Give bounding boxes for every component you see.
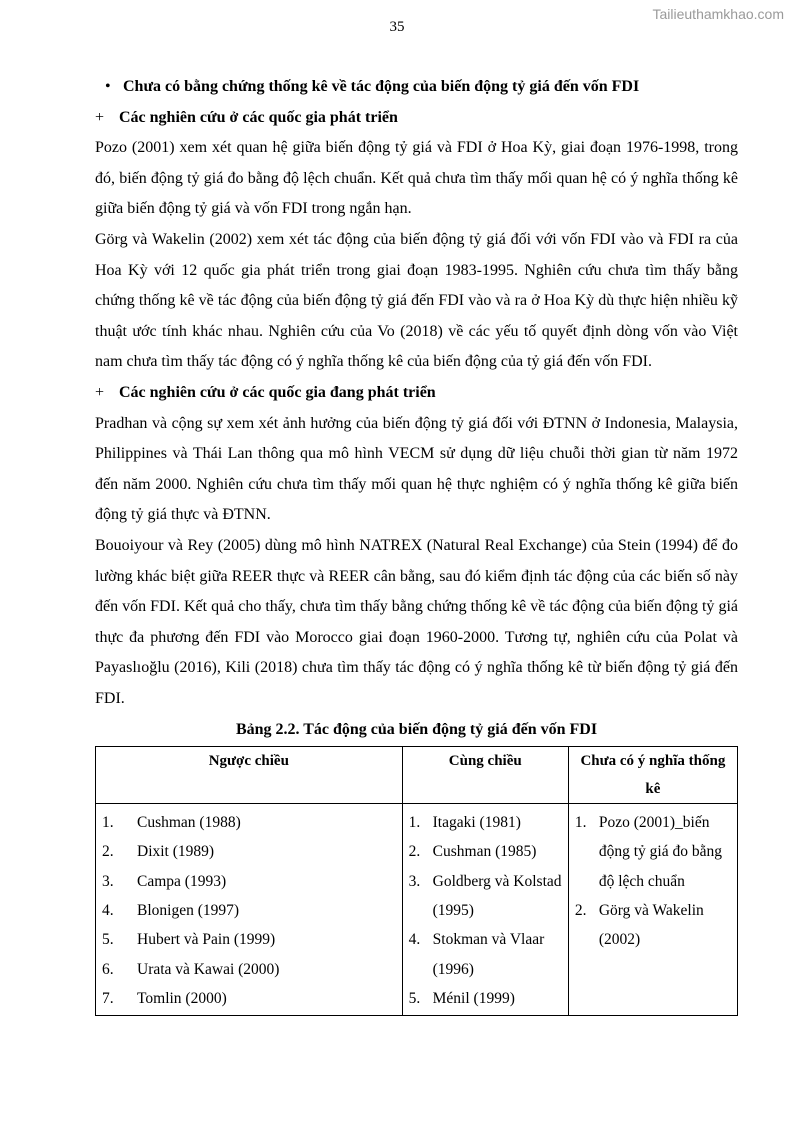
list-item: 5. Hubert và Pain (1999) <box>102 931 276 949</box>
paragraph: Bouoiyour và Rey (2005) dùng mô hình NATREX (Natural Real Exchange) của Stein (1994) để đo lường khác biệt giữa REER thực và REER cân bằng, sau đó kiểm định tác động của các biến số này đến vốn FDI. Kết quả cho thấy, chưa tìm thấy bằng chứng thống kê về tác động của biến động tỷ giá thực đa phương đến FDI vào Morocco giai đoạn 1960-2000. Tương tự, nghiên cứu của Polat và Payaslıoğlu (2016), Kili (2018) chưa tìm thấy tác động có ý nghĩa thống kê từ biến động tỷ giá đến FDI. <box>95 536 738 707</box>
header-same: Cùng chiều <box>402 747 568 804</box>
list-item: 2. Dixit (1989) <box>102 843 215 861</box>
list-item: 1. Pozo (2001)_biến động tỷ giá đo bằng độ lệch chuẩn <box>574 814 722 890</box>
document-body <box>95 72 738 1016</box>
bullet-icon: • <box>105 78 111 95</box>
list-item: 3. Campa (1993) <box>102 872 227 890</box>
list-item: 1. Cushman (1988) <box>102 814 241 832</box>
watermark: Tailieuthamkhao.com <box>652 6 784 22</box>
table-header-row <box>96 747 738 804</box>
plus-icon: + <box>95 108 105 126</box>
list-item: 3. Goldberg và Kolstad (1995) <box>408 872 562 919</box>
page-number: 35 <box>389 19 405 35</box>
main-heading-text: Chưa có bằng chứng thống kê về tác động của biến động tỷ giá đến vốn FDI <box>123 78 640 95</box>
header-opposite: Ngược chiều <box>96 747 403 804</box>
fdi-impact-table <box>95 746 738 1016</box>
list-item: 1. Itagaki (1981) <box>408 814 521 832</box>
section-heading-text: Các nghiên cứu ở các quốc gia phát triển <box>119 108 398 126</box>
list-item: 4. Stokman và Vlaar (1996) <box>408 931 545 978</box>
table-row <box>96 804 738 1016</box>
list-item: 7. Tomlin (2000) <box>102 989 227 1007</box>
cell-insignificant <box>568 804 737 1016</box>
list-item: 2. Görg và Wakelin (2002) <box>574 901 704 949</box>
cell-opposite <box>96 804 403 1016</box>
section-heading-developed <box>95 103 738 134</box>
table-caption: Bảng 2.2. Tác động của biến động tỷ giá đến vốn FDI <box>235 721 598 739</box>
main-heading <box>95 72 738 103</box>
list-item: 6. Urata và Kawai (2000) <box>102 960 280 978</box>
plus-icon: + <box>95 383 105 401</box>
list-item: 2. Cushman (1985) <box>408 843 537 861</box>
list-item: 5. Ménil (1999) <box>408 989 515 1007</box>
section-heading-text: Các nghiên cứu ở các quốc gia đang phát triển <box>119 383 436 401</box>
header-insignificant: Chưa có ý nghĩa thống kê <box>568 747 737 804</box>
paragraph: Pradhan và cộng sự xem xét ảnh hưởng của biến động tỷ giá đối với ĐTNN ở Indonesia, Malaysia, Philippines và Thái Lan thông qua mô hình VECM sử dụng dữ liệu chuỗi thời gian từ năm 1972 đến năm 2000. Nghiên cứu chưa tìm thấy mối quan hệ thực nghiệm có ý nghĩa thống kê giữa biến động tỷ giá thực và ĐTNN. <box>95 414 738 524</box>
cell-same <box>402 804 568 1016</box>
paragraph: Pozo (2001) xem xét quan hệ giữa biến động tỷ giá và FDI ở Hoa Kỳ, giai đoạn 1976-1998, trong đó, biến động tỷ giá đo bằng độ lệch chuẩn. Kết quả chưa tìm thấy mối quan hệ có ý nghĩa thống kê giữa biến động tỷ giá và vốn FDI trong ngắn hạn. <box>95 139 738 218</box>
paragraph: Görg và Wakelin (2002) xem xét tác động của biến động tỷ giá đối với vốn FDI vào và FDI ra của Hoa Kỳ với 12 quốc gia phát triển trong giai đoạn 1983-1995. Nghiên cứu chưa tìm thấy bằng chứng thống kê về tác động của biến động tỷ giá đến FDI vào và ra ở Hoa Kỳ dù thực hiện nhiều kỹ thuật ước tính khác nhau. Nghiên cứu của Vo (2018) về các yếu tố quyết định dòng vốn vào Việt nam chưa tìm thấy tác động có ý nghĩa thống kê của biến động của tỷ giá đến vốn FDI. <box>95 230 738 371</box>
section-heading-developing <box>95 378 738 409</box>
list-item: 4. Blonigen (1997) <box>102 901 240 919</box>
